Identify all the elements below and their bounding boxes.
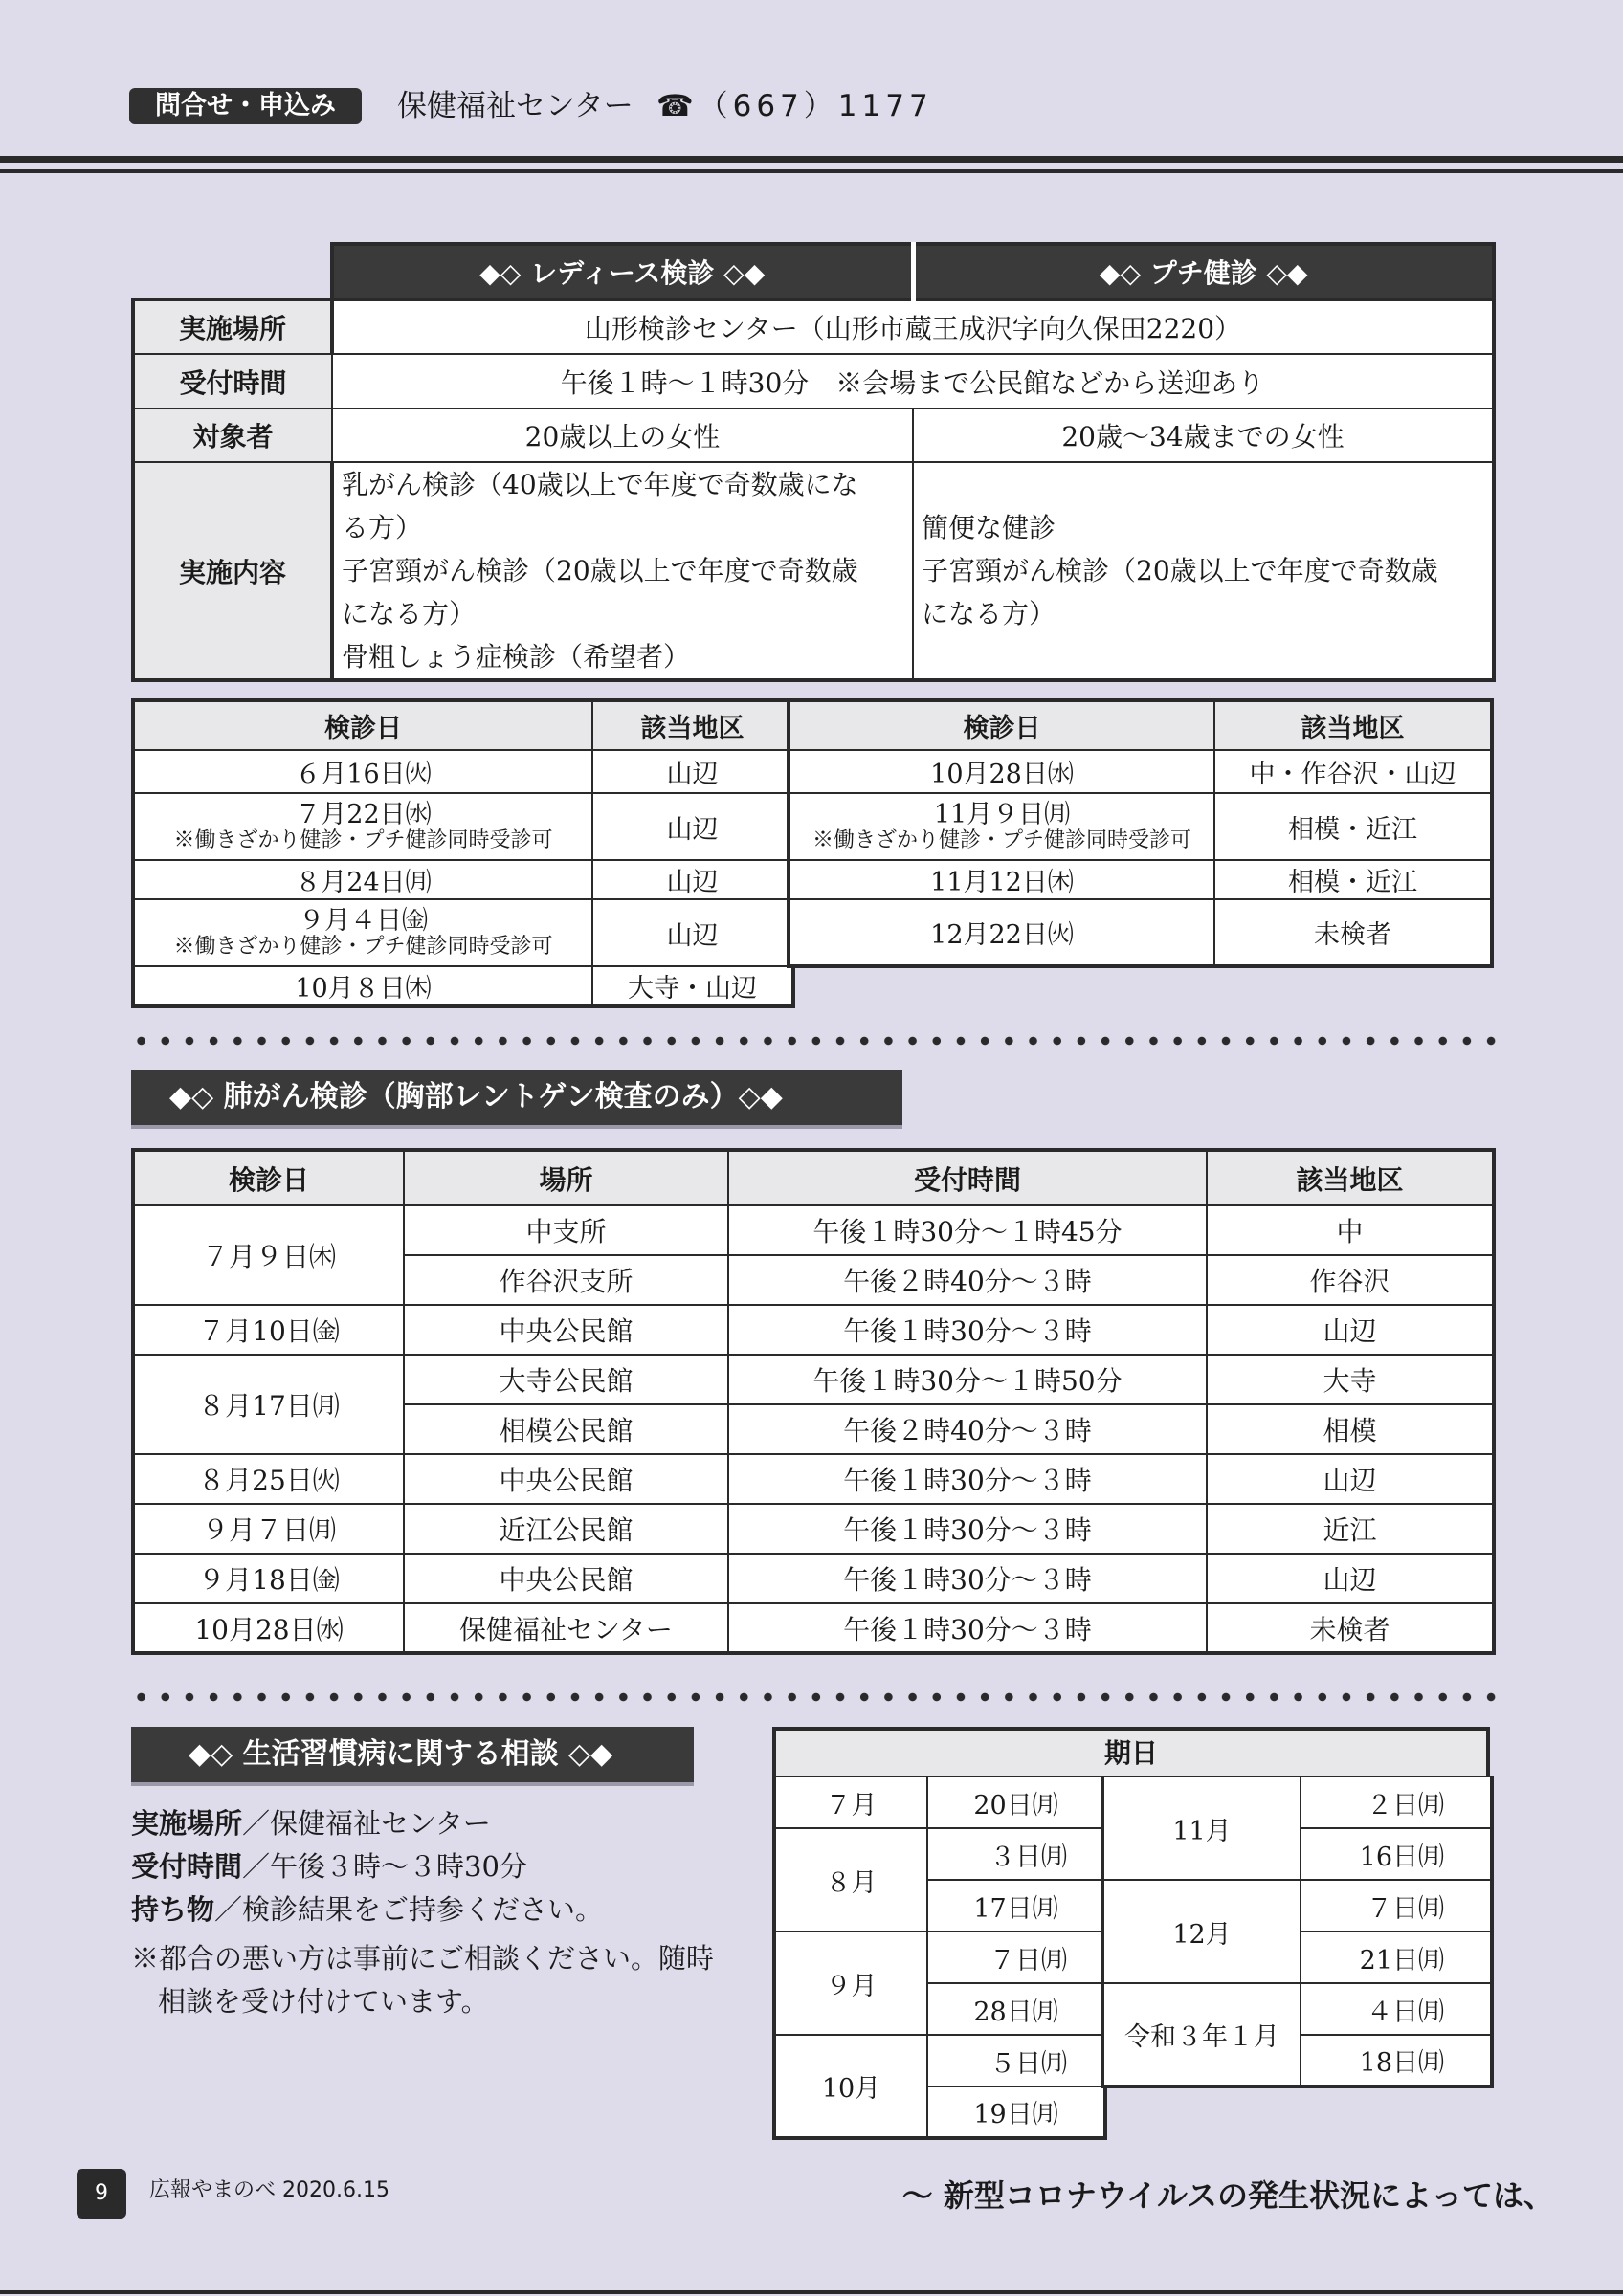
table-row	[133, 1504, 1494, 1554]
table-row	[789, 899, 1492, 966]
content-ladies	[332, 462, 913, 680]
month-cell: ９月	[774, 1932, 927, 2035]
lung-time: 午後１時30分～３時	[728, 1305, 1207, 1355]
month-cell: 12月	[1102, 1880, 1301, 1983]
lung-table	[131, 1148, 1496, 1655]
month-cell: 11月	[1102, 1777, 1301, 1880]
dates-header: 期日	[772, 1727, 1490, 1779]
continuation-text: ～ 新型コロナウイルスの発生状況によっては、	[901, 2177, 1554, 2214]
exam-area: 山辺	[592, 899, 793, 966]
lung-date: ９月７日㈪	[133, 1504, 404, 1554]
exam-area: 中・作谷沢・山辺	[1214, 750, 1492, 793]
lifestyle-info	[131, 1802, 763, 2023]
schedule-table-left	[131, 698, 795, 1008]
exam-date: 12月22日㈫	[789, 899, 1214, 966]
lung-time: 午後１時30分～３時	[728, 1504, 1207, 1554]
time-value: 午後１時～１時30分 ※会場まで公民館などから送迎あり	[332, 354, 1494, 408]
lung-place: 近江公民館	[404, 1504, 728, 1554]
lung-place: 中央公民館	[404, 1554, 728, 1603]
exam-date: ７月22日㈬	[295, 800, 432, 829]
table-row	[133, 1454, 1494, 1504]
content-line: 乳がん検診（40歳以上で年度で奇数歳にな	[342, 469, 858, 500]
table-row	[789, 860, 1492, 899]
month-cell: ７月	[774, 1777, 927, 1828]
lung-area: 山辺	[1207, 1454, 1494, 1504]
lung-section-title: ◆◇ 肺がん検診（胸部レントゲン検査のみ）◇◆	[131, 1070, 902, 1129]
day-cell: 20日㈪	[927, 1777, 1105, 1828]
day-cell: 18日㈪	[1301, 2035, 1492, 2086]
day-cell: ３日㈪	[927, 1828, 1105, 1880]
month-cell: ８月	[774, 1828, 927, 1932]
dotted-separator	[129, 1034, 1496, 1048]
exam-area: 大寺・山辺	[592, 966, 793, 1006]
table-row	[774, 1932, 1105, 1983]
table-row	[133, 750, 793, 793]
col-header-time: 受付時間	[728, 1150, 1207, 1205]
dates-table-left	[772, 1776, 1107, 2140]
time-value: ／午後３時～３時30分	[242, 1850, 527, 1883]
table-row	[789, 750, 1492, 793]
bottom-rule	[0, 2290, 1623, 2294]
table-row	[133, 860, 793, 899]
contact-label: 問合せ・申込み	[129, 88, 362, 124]
lung-time: 午後１時30分～１時50分	[728, 1355, 1207, 1404]
bring-label: 持ち物	[131, 1893, 215, 1926]
bring-value: ／検診結果をご持参ください。	[214, 1893, 604, 1926]
col-header-date: 検診日	[789, 700, 1214, 750]
table-row	[133, 1603, 1494, 1653]
lung-date: ８月25日㈫	[133, 1454, 404, 1504]
content-line: 子宮頸がん検診（20歳以上で年度で奇数歳	[922, 555, 1438, 586]
table-row	[133, 966, 793, 1006]
table-row	[1102, 1983, 1492, 2035]
page-number: 9	[77, 2169, 126, 2219]
table-row	[1102, 1880, 1492, 1932]
lung-date: 10月28日㈬	[133, 1603, 404, 1653]
day-cell: 21日㈪	[1301, 1932, 1492, 1983]
dotted-separator	[129, 1690, 1496, 1704]
lung-area: 山辺	[1207, 1554, 1494, 1603]
table-row	[133, 1554, 1494, 1603]
petit-title: ◆◇ プチ健診 ◇◆	[913, 244, 1494, 299]
lung-date: ７月９日㈭	[133, 1205, 404, 1305]
place-label: 実施場所	[131, 1807, 243, 1840]
lung-area: 大寺	[1207, 1355, 1494, 1404]
content-line: 簡便な健診	[922, 512, 1056, 543]
target-petit: 20歳～34歳までの女性	[913, 408, 1494, 462]
lung-time: 午後１時30分～３時	[728, 1454, 1207, 1504]
col-header-area: 該当地区	[592, 700, 793, 750]
exam-area: 未検者	[1214, 899, 1492, 966]
content-line: になる方）	[342, 598, 477, 629]
table-row	[774, 1777, 1105, 1828]
day-cell: ２日㈪	[1301, 1777, 1492, 1828]
office-name: 保健福祉センター	[397, 89, 634, 123]
exam-date-cell	[133, 899, 592, 966]
exam-area: 山辺	[592, 860, 793, 899]
lung-time: 午後１時30分～３時	[728, 1603, 1207, 1653]
place-label: 実施場所	[133, 299, 332, 354]
table-row	[774, 2035, 1105, 2086]
lung-place: 中支所	[404, 1205, 728, 1255]
lung-place: 中央公民館	[404, 1305, 728, 1355]
lung-area: 中	[1207, 1205, 1494, 1255]
exam-area: 相模・近江	[1214, 860, 1492, 899]
table-row	[133, 1305, 1494, 1355]
time-label: 受付時間	[133, 354, 332, 408]
exam-date: ８月24日㈪	[133, 860, 592, 899]
table-row	[133, 899, 793, 966]
exam-date: ９月４日㈮	[299, 906, 428, 936]
exam-area: 相模・近江	[1214, 793, 1492, 860]
lifestyle-section-title: ◆◇ 生活習慣病に関する相談 ◇◆	[131, 1727, 694, 1786]
lung-place: 相模公民館	[404, 1404, 728, 1454]
day-cell: 16日㈪	[1301, 1828, 1492, 1880]
exam-area: 山辺	[592, 793, 793, 860]
lung-time: 午後２時40分～３時	[728, 1404, 1207, 1454]
exam-date: 11月12日㈭	[789, 860, 1214, 899]
lung-time: 午後１時30分～３時	[728, 1554, 1207, 1603]
content-line: 子宮頸がん検診（20歳以上で年度で奇数歳	[342, 555, 858, 586]
content-line: になる方）	[922, 598, 1056, 629]
ladies-title: ◆◇ レディース検診 ◇◆	[332, 244, 913, 299]
exam-date: 11月９日㈪	[933, 800, 1071, 829]
content-petit	[913, 462, 1494, 680]
lung-date: ９月18日㈮	[133, 1554, 404, 1603]
table-row	[133, 1355, 1494, 1404]
place-value: ／保健福祉センター	[242, 1807, 491, 1840]
exam-area: 山辺	[592, 750, 793, 793]
exam-date: 10月28日㈬	[789, 750, 1214, 793]
lung-area: 未検者	[1207, 1603, 1494, 1653]
exam-note: ※働きざかり健診・プチ健診同時受診可	[173, 935, 553, 959]
header-rule	[0, 169, 1623, 173]
exam-date-cell	[789, 793, 1214, 860]
col-header-date: 検診日	[133, 700, 592, 750]
ladies-petit-table	[131, 242, 1496, 682]
lung-date: ８月17日㈪	[133, 1355, 404, 1454]
schedule-table-right	[787, 698, 1494, 968]
content-label: 実施内容	[133, 462, 332, 680]
info-line	[131, 1888, 763, 1932]
note-line: 相談を受け付けています。	[158, 1985, 489, 2018]
note-line: ※都合の悪い方は事前にご相談ください。随時	[131, 1942, 715, 1975]
lung-place: 作谷沢支所	[404, 1255, 728, 1305]
lung-place: 中央公民館	[404, 1454, 728, 1504]
col-header-area: 該当地区	[1214, 700, 1492, 750]
target-label: 対象者	[133, 408, 332, 462]
month-cell: 令和３年１月	[1102, 1983, 1301, 2086]
day-cell: 28日㈪	[927, 1983, 1105, 2035]
info-line	[131, 1802, 763, 1845]
time-label: 受付時間	[131, 1850, 243, 1883]
day-cell: ５日㈪	[927, 2035, 1105, 2086]
day-cell: 19日㈪	[927, 2086, 1105, 2138]
exam-date: 10月８日㈭	[133, 966, 592, 1006]
office-tel: ☎（667）1177	[656, 89, 933, 123]
target-ladies: 20歳以上の女性	[332, 408, 913, 462]
day-cell: ７日㈪	[1301, 1880, 1492, 1932]
lung-place: 大寺公民館	[404, 1355, 728, 1404]
info-line	[131, 1845, 763, 1888]
table-row	[774, 1828, 1105, 1880]
lung-time: 午後１時30分～１時45分	[728, 1205, 1207, 1255]
header-rule	[0, 156, 1623, 163]
table-row	[789, 793, 1492, 860]
exam-note: ※働きざかり健診・プチ健診同時受診可	[173, 828, 553, 852]
publication-name: 広報やまのべ 2020.6.15	[149, 2178, 389, 2202]
col-header-place: 場所	[404, 1150, 728, 1205]
exam-date-cell	[133, 793, 592, 860]
place-value: 山形検診センター（山形市蔵王成沢字向久保田2220）	[332, 299, 1494, 354]
dates-table-right	[1101, 1776, 1494, 2088]
day-cell: ７日㈪	[927, 1932, 1105, 1983]
content-line: 骨粗しょう症検診（希望者）	[342, 641, 691, 673]
lung-area: 近江	[1207, 1504, 1494, 1554]
lung-area: 山辺	[1207, 1305, 1494, 1355]
col-header-date: 検診日	[133, 1150, 404, 1205]
col-header-area: 該当地区	[1207, 1150, 1494, 1205]
table-row	[133, 793, 793, 860]
lung-time: 午後２時40分～３時	[728, 1255, 1207, 1305]
exam-note: ※働きざかり健診・プチ健診同時受診可	[812, 828, 1191, 852]
content-line: る方）	[342, 512, 423, 543]
month-cell: 10月	[774, 2035, 927, 2138]
day-cell: 17日㈪	[927, 1880, 1105, 1932]
lung-place: 保健福祉センター	[404, 1603, 728, 1653]
lung-date: ７月10日㈮	[133, 1305, 404, 1355]
lung-area: 相模	[1207, 1404, 1494, 1454]
table-row	[1102, 1777, 1492, 1828]
day-cell: ４日㈪	[1301, 1983, 1492, 2035]
exam-date: ６月16日㈫	[133, 750, 592, 793]
table-row	[133, 1205, 1494, 1255]
lung-area: 作谷沢	[1207, 1255, 1494, 1305]
